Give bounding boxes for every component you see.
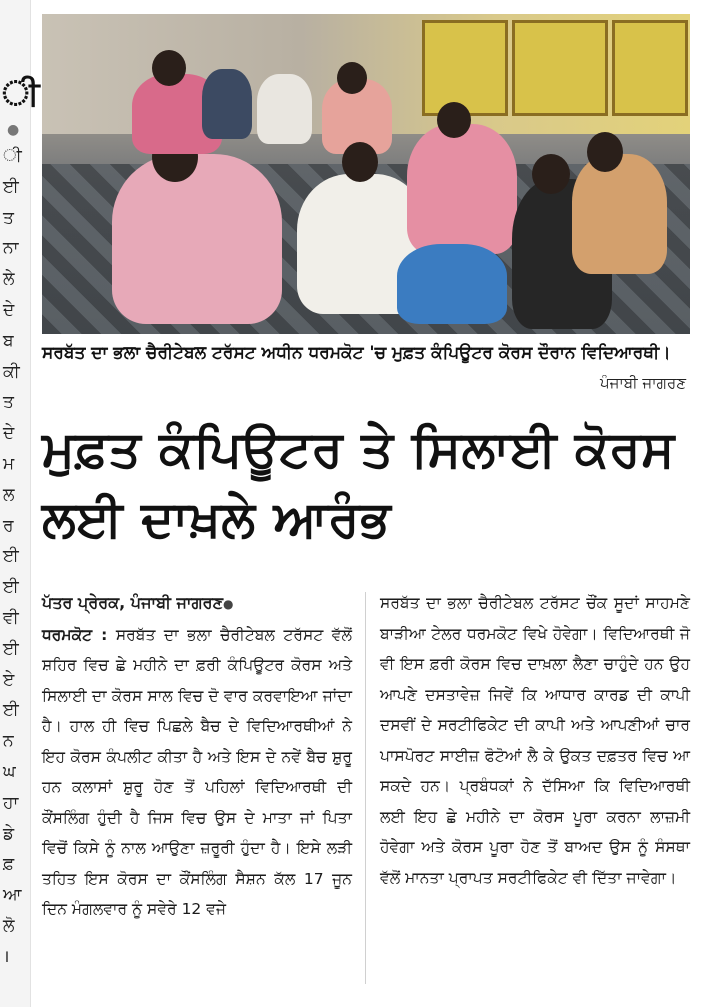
adjacent-text-fragment: ਹਾ — [3, 792, 19, 813]
adjacent-text-fragment: ਡੇ — [3, 823, 15, 844]
headline: ਮੁਫ਼ਤ ਕੰਪਿਊਟਰ ਤੇ ਸਿਲਾਈ ਕੋਰਸ ਲਈ ਦਾਖ਼ਲੇ ਆਰੰਭ — [42, 420, 675, 548]
adjacent-text-fragment: ਘ — [3, 762, 16, 782]
adjacent-text-fragment: ਏ — [3, 669, 15, 690]
article-text-left: ਸਰਬੱਤ ਦਾ ਭਲਾ ਚੈਰੀਟੇਬਲ ਟਰੱਸਟ ਵੱਲੋਂ ਸ਼ਹਿਰ ਵਿਚ ਛੇ ਮਹੀਨੇ ਦਾ ਫ਼ਰੀ ਕੰਪਿਊਟਰ ਕੋਰਸ ਅਤੇ ਸਿਲਾਈ ਦਾ ਕੋਰਸ ਸਾਲ ਵਿਚ ਦੋ ਵਾਰ ਕਰਵਾਇਆ ਜਾਂਦਾ ਹੈ। ਹਾਲ ਹੀ ਵਿਚ ਪਿਛਲੇ ਬੈਚ ਦੇ ਵਿਦਿਆਰਥੀਆਂ ਨੇ ਇਹ ਕੋਰਸ ਕੰਪਲੀਟ ਕੀਤਾ ਹੈ ਅਤੇ ਇਸ ਦੇ ਨਵੇਂ ਬੈਚ ਸ਼ੁਰੂ ਹਨ ਕਲਾਸਾਂ ਸ਼ੁਰੂ ਹੋਣ ਤੋਂ ਪਹਿਲਾਂ ਵਿਦਿਆਰਥੀ ਦੀ ਕੌਂਸਲਿੰਗ ਹੁੰਦੀ ਹੈ ਜਿਸ ਵਿਚ ਉਸ ਦੇ ਮਾਤਾ ਜਾਂ ਪਿਤਾ ਵਿਚੋਂ ਕਿਸੇ ਨੂੰ ਨਾਲ ਆਉਣਾ ਜ਼ਰੂਰੀ ਹੁੰਦਾ ਹੈ। ਇਸੇ ਲੜੀ ਤਹਿਤ ਇਸ ਕੋਰਸ ਦਾ ਕੌਂਸਲਿੰਗ ਸੈਸ਼ਨ ਕੱਲ 17 ਜੂਨ ਦਿਨ ਮੰਗਲਵਾਰ ਨੂੰ ਸਵੇਰੇ 12 ਵਜੇ — [42, 625, 352, 918]
adjacent-text-fragment: ਲ — [3, 484, 15, 505]
adjacent-text-fragment: ਤ — [3, 207, 14, 228]
adjacent-text-fragment: ਫ਼ — [3, 854, 15, 875]
news-photo — [42, 14, 690, 334]
adjacent-text-fragment: ਲੋ — [3, 916, 15, 936]
article-column-left — [42, 588, 352, 925]
article-column-right — [380, 588, 690, 893]
adjacent-text-fragment: ਈ — [3, 700, 19, 721]
adjacent-text-fragment: ਈ — [3, 176, 19, 197]
article-text-right: ਸਰਬੱਤ ਦਾ ਭਲਾ ਚੈਰੀਟੇਬਲ ਟਰੱਸਟ ਚੌਂਕ ਸੂਦਾਂ ਸਾਹਮਣੇ ਬਾੜੀਆ ਟੇਲਰ ਧਰਮਕੋਟ ਵਿਖੇ ਹੋਵੇਗਾ। ਵਿਦਿਆਰਥੀ ਜੋ ਵੀ ਇਸ ਫ਼ਰੀ ਕੋਰਸ ਵਿਚ ਦਾਖ਼ਲਾ ਲੈਣਾ ਚਾਹੁੰਦੇ ਹਨ ਉਹ ਆਪਣੇ ਦਸਤਾਵੇਜ਼ ਜਿਵੇਂ ਕਿ ਆਧਾਰ ਕਾਰਡ ਦੀ ਕਾਪੀ ਦਸਵੀਂ ਦੇ ਸਰਟੀਫਿਕੇਟ ਦੀ ਕਾਪੀ ਅਤੇ ਆਪਣੀਆਂ ਚਾਰ ਪਾਸਪੋਰਟ ਸਾਈਜ਼ ਫੋਟੋਆਂ ਲੈ ਕੇ ਉਕਤ ਦਫ਼ਤਰ ਵਿਚ ਆ ਸਕਦੇ ਹਨ। ਪ੍ਰਬੰਧਕਾਂ ਨੇ ਦੱਸਿਆ ਕਿ ਵਿਦਿਆਰਥੀ ਲਈ ਇਹ ਛੇ ਮਹੀਨੇ ਦਾ ਕੋਰਸ ਪੂਰਾ ਕਰਨਾ ਲਾਜ਼ਮੀ ਹੋਵੇਗਾ ਅਤੇ ਕੋਰਸ ਪੂਰਾ ਹੋਣ ਤੋਂ ਬਾਅਦ ਉਸ ਨੂੰ ਸੰਸਥਾ ਵੱਲੋਂ ਮਾਨਤਾ ਪ੍ਰਾਪਤ ਸਰਟੀਫਿਕੇਟ ਵੀ ਦਿੱਤਾ ਜਾਵੇਗਾ। — [380, 594, 690, 887]
adjacent-text-fragment: ਵੀ — [3, 608, 19, 628]
adjacent-bullet: ● — [7, 122, 20, 138]
adjacent-text-fragment: ਲੇ — [3, 269, 15, 290]
photo-credit: ਪੰਜਾਬੀ ਜਾਗਰਣ — [600, 374, 686, 392]
dateline: ਧਰਮਕੋਟ : — [42, 625, 108, 644]
adjacent-text-fragment: ਈ — [3, 638, 19, 659]
byline: ਪੱਤਰ ਪ੍ਰੇਰਕ, ਪੰਜਾਬੀ ਜਾਗਰਣ● — [42, 593, 234, 612]
adjacent-text-fragment: ਕੀ — [3, 361, 20, 382]
photo-caption — [42, 340, 690, 400]
adjacent-text-fragment: ਦੇ — [3, 300, 15, 320]
adjacent-text-fragment: ਦੇ — [3, 423, 15, 444]
adjacent-text-fragment: ੀ — [3, 146, 22, 166]
adjacent-heading-fragment: ੀ — [2, 74, 40, 114]
adjacent-text-fragment: ਤ — [3, 392, 14, 413]
caption-text: ਸਰਬੱਤ ਦਾ ਭਲਾ ਚੈਰੀਟੇਬਲ ਟਰੱਸਟ ਅਧੀਨ ਧਰਮਕੋਟ 'ਚ ਮੁਫ਼ਤ ਕੰਪਿਊਟਰ ਕੋਰਸ ਦੌਰਾਨ ਵਿਦਿਆਰਥੀ। — [42, 343, 671, 363]
adjacent-text-fragment: ਨਾ — [3, 238, 19, 259]
adjacent-text-fragment: ਮ — [3, 454, 15, 474]
adjacent-text-fragment: । — [3, 946, 10, 967]
adjacent-text-fragment: ਈ — [3, 546, 19, 567]
adjacent-text-fragment: ਬ — [3, 330, 14, 351]
adjacent-text-fragment: ਆ — [3, 885, 22, 906]
adjacent-text-fragment: ਰ — [3, 515, 14, 536]
column-divider — [365, 592, 366, 984]
adjacent-text-fragment: ਈ — [3, 577, 19, 598]
adjacent-column-fragment — [0, 0, 40, 1007]
adjacent-text-fragment: ਨ — [3, 731, 14, 752]
